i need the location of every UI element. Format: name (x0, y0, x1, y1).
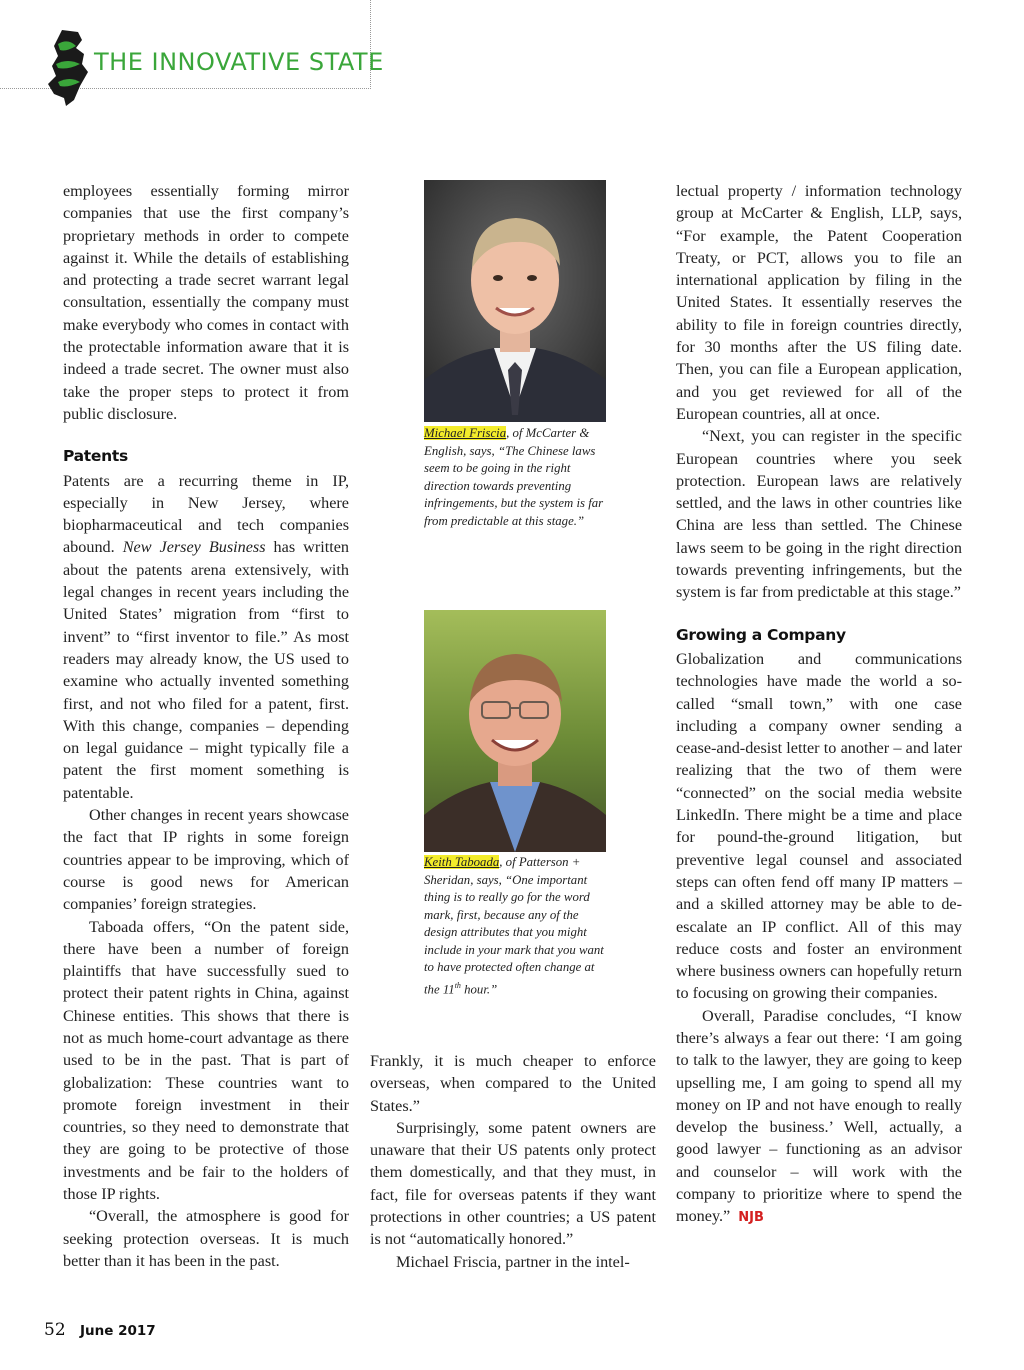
caption-name: Michael Friscia (424, 426, 507, 440)
portrait-michael-friscia (424, 180, 606, 422)
paragraph: “Overall, the atmosphere is good for seeking protection overseas. It is much better than it has been in the past. (63, 1207, 349, 1270)
article-column-2 (370, 1050, 656, 1273)
paragraph: Globalization and communications technologies have made the world a so-called “small town,” with one case including a company owner sending a cease-and-desist letter to another – and later realizing that the two of them were “connected” on the social media website LinkedIn. There might be a time and place for pound-the-ground litigation, but preventive legal counsel and associated steps can often fend off many IP matters – and a skilled attorney may be able to de-escalate an IP conflict. All of this may reduce costs and foster an environment where business owners can hopefully return to focusing on growing their companies. (676, 649, 962, 1003)
issue-date: June 2017 (80, 1323, 156, 1339)
heading-growing-a-company: Growing a Company (676, 625, 846, 644)
paragraph: Other changes in recent years showcase the fact that IP rights in some foreign countries appear to be improving, which of course is good news for American companies’ foreign strategies. (63, 806, 349, 914)
portrait-keith-taboada (424, 610, 606, 852)
paragraph: Patents are a recurring theme in IP, especially in New Jersey, where biopharmaceutical and tech companies abound. New Jersey Business has written about the patents arena extensively, with legal changes in recent years including the United States’ migration from “first to invent” to “first inventor to file.” As most readers may already know, the US used to examine who actually invented something first, and not who filed for a patent, first. With this change, companies – depending on legal guidance – might typically file a patent the first moment something is patentable. (63, 471, 349, 802)
heading-patents: Patents (63, 447, 128, 466)
paragraph: Michael Friscia, partner in the intel- (396, 1252, 630, 1271)
article-column-1 (63, 180, 349, 1272)
section-title: THE INNOVATIVE STATE (94, 48, 384, 76)
photo-caption: Michael Friscia, of McCarter & English, says, “The Chinese laws seem to be going in the right direction towards preventing infringements, but the system is far from predictable at this stage.” (424, 426, 604, 528)
end-mark: NJB (738, 1210, 764, 1226)
caption-name: Keith Taboada (424, 855, 500, 869)
paragraph: “Next, you can register in the specific European countries where you seek protection. European laws are relatively settled, and the laws in other countries like China are less than settled. The Chinese laws seem to be going in the right direction towards preventing infringements, but the system is far from predictable at this stage.” (676, 427, 962, 602)
article-column-3 (676, 180, 962, 1230)
paragraph: Taboada offers, “On the patent side, there have been a number of foreign plaintiffs that have successfully sued to protect their patent rights in China, against Chinese entities. This shows that there is not as much home-court advantage as there used to be in the past. That is part of globalization: These countries want to promote foreign investment in their countries, so they need to demonstrate that they are going to be protective of those investments and be fair to the holders of those IP rights. (63, 917, 349, 1204)
page-number: 52 (44, 1320, 66, 1340)
paragraph: employees essentially forming mirror companies that use the first company’s proprietary methods in order to compete against it. While the details of establishing and protecting a trade secret warrant legal consultation, essentially the company must make everybody who comes in contact with the protectable information aware that it is indeed a trade secret. The owner must also take the proper steps to protect it from public disclosure. (63, 182, 349, 423)
paragraph: Frankly, it is much cheaper to enforce overseas, when compared to the United States.” (370, 1052, 656, 1115)
photo-caption: Keith Taboada, of Patterson + Sheridan, says, “One important thing is to really go for the word mark, first, because any of the design attributes that you might include in your mark that you want to have protected often change at the 11th hour.” (424, 855, 604, 996)
paragraph: lectual property / information technology group at McCarter & English, LLP, says, “For example, the Patent Cooperation Treaty, or PCT, allows you to file an international application by filing in the United States. It essentially reserves the ability to file in foreign countries directly, for 30 months after the US filing date. Then, you can file a European application, and you get reviewed for all of the European countries, all at once. (676, 182, 962, 423)
section-header (0, 0, 384, 89)
new-jersey-state-icon (44, 28, 90, 108)
paragraph: Surprisingly, some patent owners are unaware that their US patents only protect them domestically, and that they must, in fact, file for overseas patents if they want protections in other countries; a US patent is not “automatically honored.” (370, 1118, 656, 1249)
paragraph: Overall, Paradise concludes, “I know there’s always a fear out there: ‘I am going to talk to the lawyer, they are going to keep upselling me, I am going to spend all my money on IP and not have enough to really develop the business.’ Well, actually, a good lawyer – functioning as an advisor and counselor – will work with the company to prioritize where to spend the money.” NJB (676, 1006, 962, 1226)
